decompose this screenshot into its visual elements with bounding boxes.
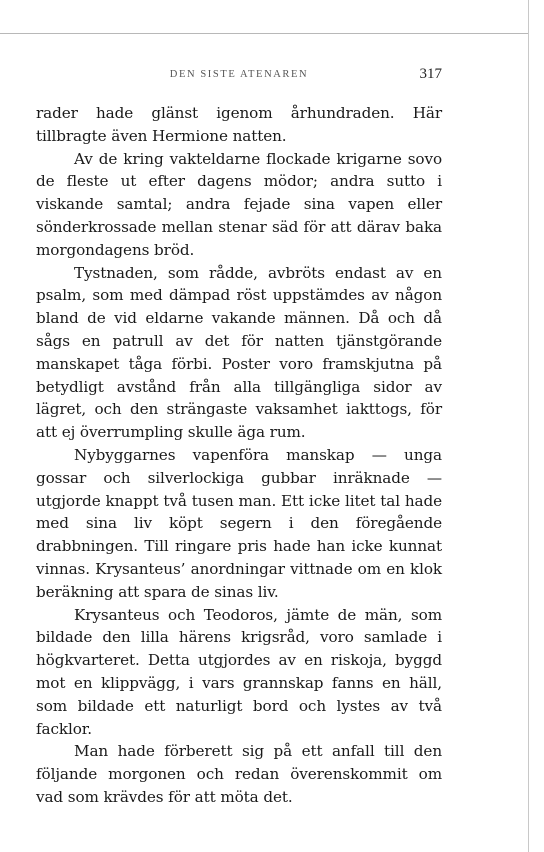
running-title: DEN SISTE ATENAREN	[169, 69, 309, 80]
paragraph-continuation: rader hade glänst igenom århundraden. Här tillbragte även Hermione natten.	[36, 104, 442, 145]
paragraph-warriors: Av de kring vakteldarne flockade krigarne sovo de fleste ut efter dagens mödor; andra sutto i viskande samtal; andra fejade sina vapen eller sönderkrossade mellan stenar säd för att därav baka morgondagens bröd.	[36, 149, 442, 259]
scan-border-right	[528, 0, 529, 852]
page-number: 317	[419, 66, 442, 82]
running-head	[36, 66, 442, 86]
paragraph-war-council: Krysanteus och Teodoros, jämte de män, som bildade den lilla härens krigsråd, voro samlade i högkvarteret. Detta utgjordes av en riskoja, byggd mot en klippvägg, i vars grannskap fanns en häll, som bildade ett naturligt bord och lystes av två facklor.	[36, 605, 442, 738]
paragraph-preparation: Man hade förberett sig på ett anfall till den följande morgonen och redan överenskommit om vad som krävdes för att möta det.	[36, 742, 442, 806]
paragraph-silence: Tystnaden, som rådde, avbröts endast av en psalm, som med dämpad röst uppstämdes av någon bland de vid eldarne vakande männen. Då och då sågs en patrull av det för natten tjänstgörande manskapet tåga förbi. Poster voro framskjutna på betydligt avstånd från alla tillgängliga sidor av lägret, och den strängaste vaksamhet iakttogs, för att ej överrumpling skulle äga rum.	[36, 263, 442, 442]
paragraph-settlers: Nybyggarnes vapenföra manskap — unga gossar och silverlockiga gubbar inräknade — utgjorde knappt två tusen man. Ett icke litet tal hade med sina liv köpt segern i den föregående drabbningen. Till ringare pris hade han icke kunnat vinnas. Krysanteus’ anordningar vittnade om en klok beräkning att spara de sinas liv.	[36, 445, 442, 601]
scan-border-top	[0, 33, 528, 34]
body-text	[36, 102, 442, 809]
